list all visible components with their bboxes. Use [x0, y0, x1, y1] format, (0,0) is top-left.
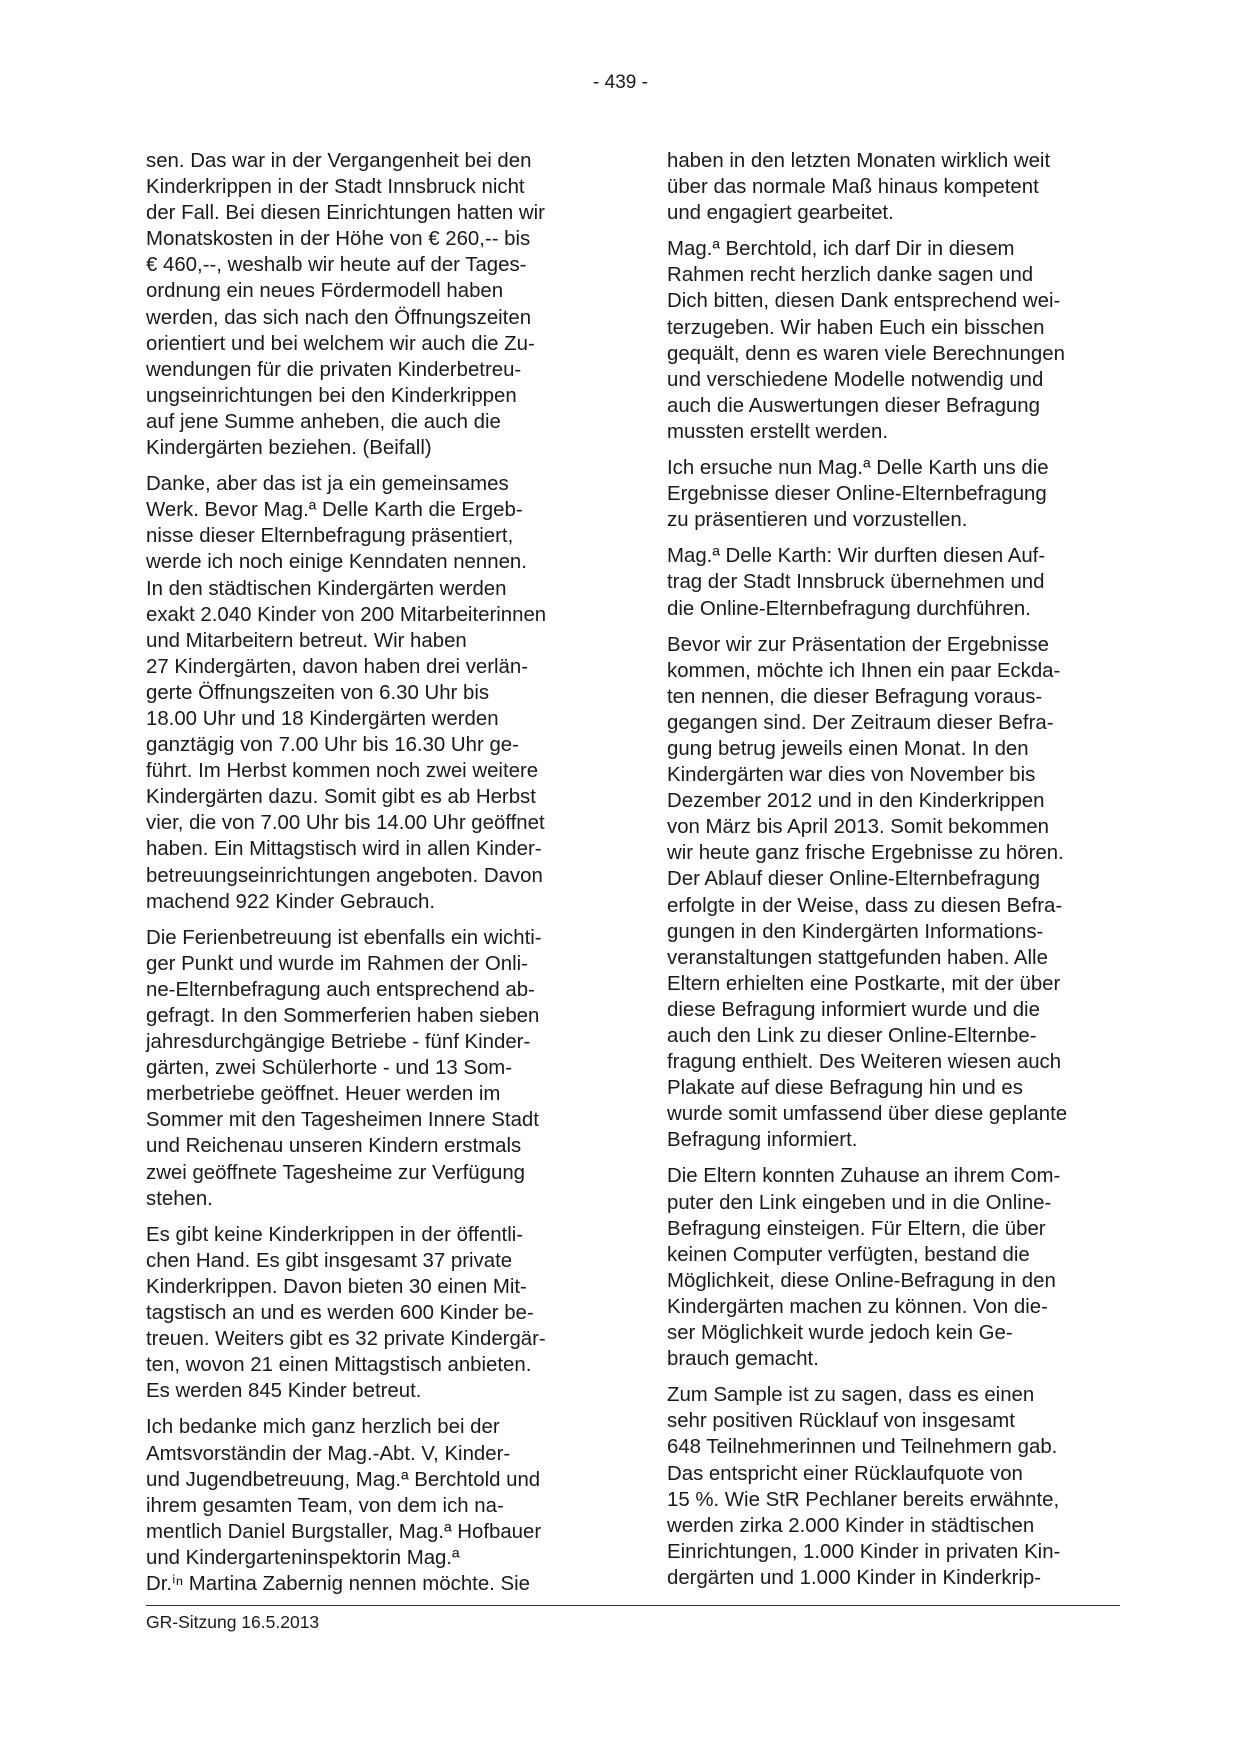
- paragraph: Mag.ª Delle Karth: Wir durften diesen Auf- trag der Stadt Innsbruck übernehmen und die Online-Elternbefragung durchführen.: [667, 545, 1046, 620]
- paragraph: Danke, aber das ist ja ein gemeinsames Werk. Bevor Mag.ª Delle Karth die Ergeb- nisse dieser Elternbefragung präsentiert, werde ich noch einige Kenndaten nennen. In den städtischen Kindergärten werden exakt 2.040 Kinder von 200 Mitarbeiterinnen und Mitarbeitern betreut. Wir haben 27 Kindergärten, davon haben drei verlän- gerte Öffnungszeiten von 6.30 Uhr bis 18.00 Uhr und 18 Kindergärten werden ganztägig von 7.00 Uhr bis 16.30 Uhr ge- führt. Im Herbst kommen noch zwei weitere Kindergärten dazu. Somit gibt es ab Herbst vier, die von 7.00 Uhr bis 14.00 Uhr geöffnet haben. Ein Mittagstisch wird in allen Kinder- betreuungseinrichtungen angeboten. Davon machend 922 Kinder Gebrauch.: [146, 473, 547, 913]
- paragraph: sen. Das war in der Vergangenheit bei den Kinderkrippen in der Stadt Innsbruck nicht der Fall. Bei diesen Einrichtungen hatten wir Monatskosten in der Höhe von € 260,-- bis € 460,--, weshalb wir heute auf der Tages- ordnung ein neues Fördermodell haben werden, das sich nach den Öffnungszeiten orientiert und bei welchem wir auch die Zu- wendungen für die privaten Kinderbetreu- ungseinrichtungen bei den Kinderkrippen auf jene Summe anheben, die auch die Kindergärten beziehen. (Beifall): [146, 150, 545, 460]
- paragraph: Ich bedanke mich ganz herzlich bei der Amtsvorständin der Mag.-Abt. V, Kinder- und Jugendbetreuung, Mag.ª Berchtold und ihrem gesamten Team, von dem ich na- mentlich Daniel Burgstaller, Mag.ª Hofbauer und Kindergarteninspektorin Mag.ª Dr.ⁱⁿ Martina Zabernig nennen möchte. Sie: [146, 1416, 542, 1595]
- paragraph: Mag.ª Berchtold, ich darf Dir in diesem Rahmen recht herzlich danke sagen und Dich bitten, diesen Dank entsprechend wei- terzugeben. Wir haben Euch ein bisschen gequält, denn es waren viele Berechnungen und verschiedene Modelle notwendig und auch die Auswertungen dieser Befragung mussten erstellt werden.: [667, 238, 1065, 443]
- page-number: - 439 -: [593, 72, 648, 93]
- paragraph: Ich ersuche nun Mag.ª Delle Karth uns die Ergebnisse dieser Online-Elternbefragung zu präsentieren und vorzustellen.: [667, 457, 1049, 532]
- footer-text: GR-Sitzung 16.5.2013: [146, 1612, 320, 1632]
- paragraph: Zum Sample ist zu sagen, dass es einen sehr positiven Rücklauf von insgesamt 648 Teilnehmerinnen und Teilnehmern gab. Das entspricht einer Rücklaufquote von 15 %. Wie StR Pechlaner bereits erwähnte, werden zirka 2.000 Kinder in städtischen Einrichtungen, 1.000 Kinder in privaten Kin- dergärten und 1.000 Kinder in Kinderkrip-: [667, 1384, 1061, 1589]
- paragraph: Es gibt keine Kinderkrippen in der öffentli- chen Hand. Es gibt insgesamt 37 private Kinderkrippen. Davon bieten 30 einen Mit- tagstisch an und es werden 600 Kinder be- treuen. Weiters gibt es 32 private Kindergär- ten, wovon 21 einen Mittagstisch anbieten. Es werden 845 Kinder betreut.: [146, 1223, 546, 1403]
- paragraph: haben in den letzten Monaten wirklich weit über das normale Maß hinaus kompetent und engagiert gearbeitet.: [667, 150, 1051, 225]
- paragraph: Die Ferienbetreuung ist ebenfalls ein wichti- ger Punkt und wurde im Rahmen der Onli- ne-Elternbefragung auch entsprechend ab- gefragt. In den Sommerferien haben sieben jahresdurchgängige Betriebe - fünf Kinder- gärten, zwei Schülerhorte - und 13 Som- merbetriebe geöffnet. Heuer werden im Sommer mit den Tagesheimen Innere Stadt und Reichenau unseren Kindern erstmals zwei geöffnete Tagesheime zur Verfügung stehen.: [146, 926, 542, 1210]
- left-column: [146, 148, 600, 1607]
- right-column: [667, 148, 1121, 1601]
- footer-divider: [146, 1605, 1120, 1606]
- paragraph: Die Eltern konnten Zuhause an ihrem Com- puter den Link eingeben und in die Online- Befragung einsteigen. Für Eltern, die über keinen Computer verfügten, bestand die Möglichkeit, diese Online-Befragung in den Kindergärten machen zu können. Von die- ser Möglichkeit wurde jedoch kein Ge- brauch gemacht.: [667, 1165, 1061, 1371]
- paragraph: Bevor wir zur Präsentation der Ergebnisse kommen, möchte ich Ihnen ein paar Eckda- ten nennen, die dieser Befragung voraus- gegangen sind. Der Zeitraum dieser Befra- gung betrug jeweils einen Monat. In den Kindergärten war dies von November bis Dezember 2012 und in den Kinderkrippen von März bis April 2013. Somit bekommen wir heute ganz frische Ergebnisse zu hören. Der Ablauf dieser Online-Elternbefragung erfolgte in der Weise, dass zu diesen Befra- gungen in den Kindergärten Informations- veranstaltungen stattgefunden haben. Alle Eltern erhielten eine Postkarte, mit der über diese Befragung informiert wurde und die auch den Link zu dieser Online-Elternbe- fragung enthielt. Des Weiteren wiesen auch Plakate auf diese Befragung hin und es wurde somit umfassend über diese geplante Befragung informiert.: [667, 633, 1068, 1152]
